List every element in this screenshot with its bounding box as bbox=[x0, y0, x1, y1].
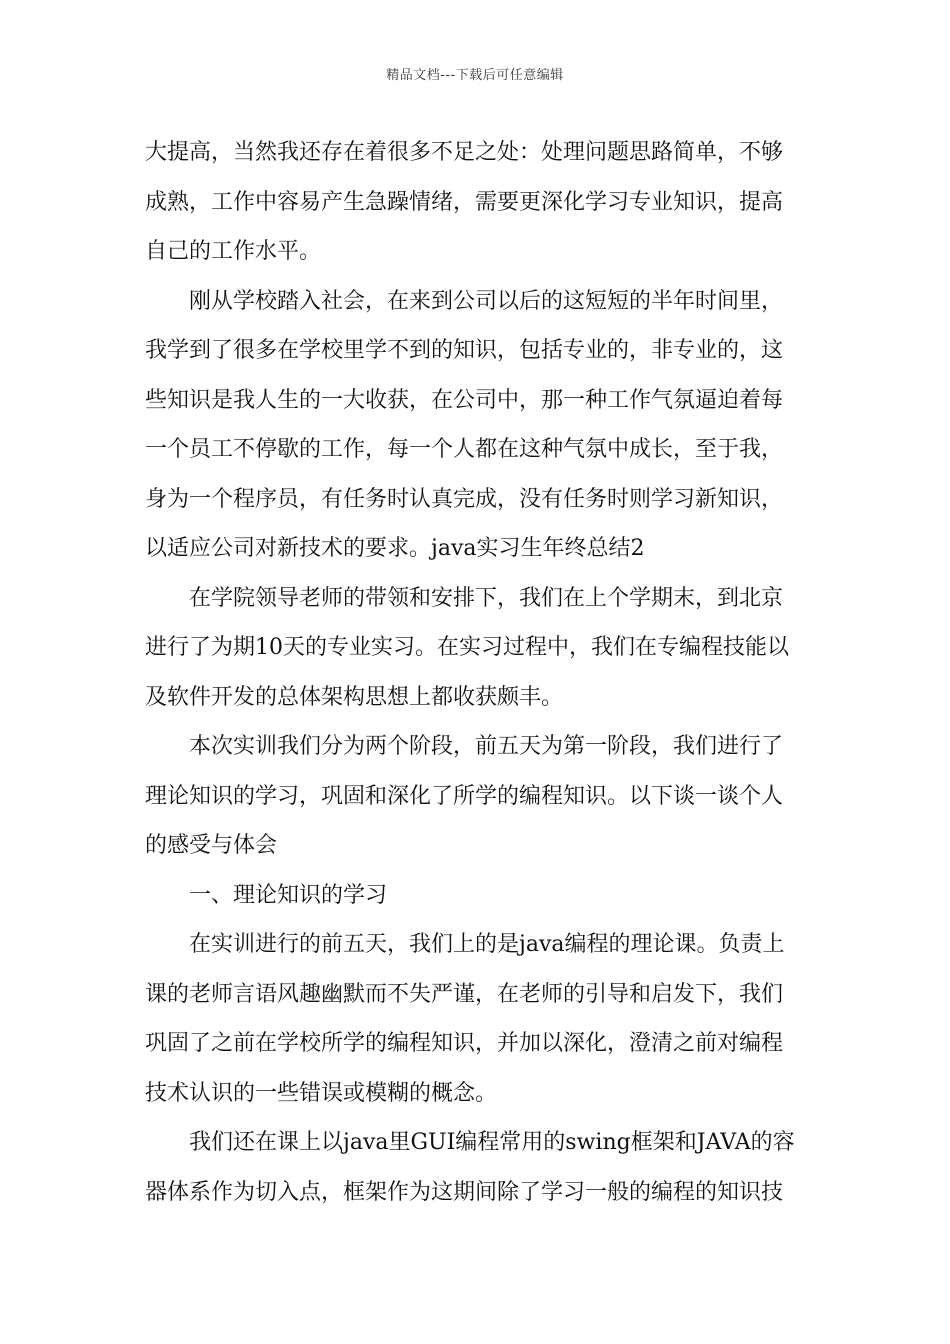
text-line: 课的老师言语风趣幽默而不失严谨，在老师的引导和启发下，我们 bbox=[145, 981, 784, 1007]
text-line: 刚从学校踏入社会，在来到公司以后的这短短的半年时间里， bbox=[189, 288, 784, 314]
text-line: 大提高，当然我还存在着很多不足之处：处理问题思路简单，不够 bbox=[145, 140, 784, 165]
page-header: 精品文档---下载后可任意编辑 bbox=[386, 68, 564, 83]
text-line: 本次实训我们分为两个阶段，前五天为第一阶段，我们进行了 bbox=[189, 734, 784, 759]
text-line: 身为一个程序员，有任务时认真完成，没有任务时则学习新知识， bbox=[145, 486, 784, 512]
text-line: 的感受与体会 bbox=[145, 833, 278, 858]
text-line: 进行了为期10天的专业实习。在实习过程中，我们在专编程技能以 bbox=[145, 635, 789, 660]
text-line: 些知识是我人生的一大收获，在公司中，那一种工作气氛逼迫着每 bbox=[145, 387, 784, 413]
document-body bbox=[145, 128, 809, 1217]
text-line: 技术认识的一些错误或模糊的概念。 bbox=[145, 1080, 498, 1106]
text-line: 在实训进行的前五天，我们上的是java编程的理论课。负责上 bbox=[189, 932, 785, 957]
text-line: 理论知识的学习，巩固和深化了所学的编程知识。以下谈一谈个人 bbox=[145, 783, 784, 809]
text-line: 器体系作为切入点，框架作为这期间除了学习一般的编程的知识技 bbox=[145, 1179, 784, 1205]
text-line: 自己的工作水平。 bbox=[145, 239, 322, 264]
text-line: 在学院领导老师的带领和安排下，我们在上个学期末，到北京 bbox=[189, 585, 784, 611]
text-line: 成熟，工作中容易产生急躁情绪，需要更深化学习专业知识，提高 bbox=[145, 189, 784, 215]
text-line: 及软件开发的总体架构思想上都收获颇丰。 bbox=[145, 684, 564, 710]
text-line: 我们还在课上以java里GUI编程常用的swing框架和JAVA的容 bbox=[189, 1130, 795, 1155]
text-line: 我学到了很多在学校里学不到的知识，包括专业的，非专业的，这 bbox=[145, 338, 784, 363]
section-heading: 一、理论知识的学习 bbox=[189, 882, 388, 908]
text-line: 以适应公司对新技术的要求。java实习生年终总结2 bbox=[145, 536, 645, 561]
text-line: 一个员工不停歇的工作，每一个人都在这种气氛中成长，至于我， bbox=[145, 437, 784, 462]
text-line: 巩固了之前在学校所学的编程知识，并加以深化，澄清之前对编程 bbox=[145, 1031, 784, 1056]
